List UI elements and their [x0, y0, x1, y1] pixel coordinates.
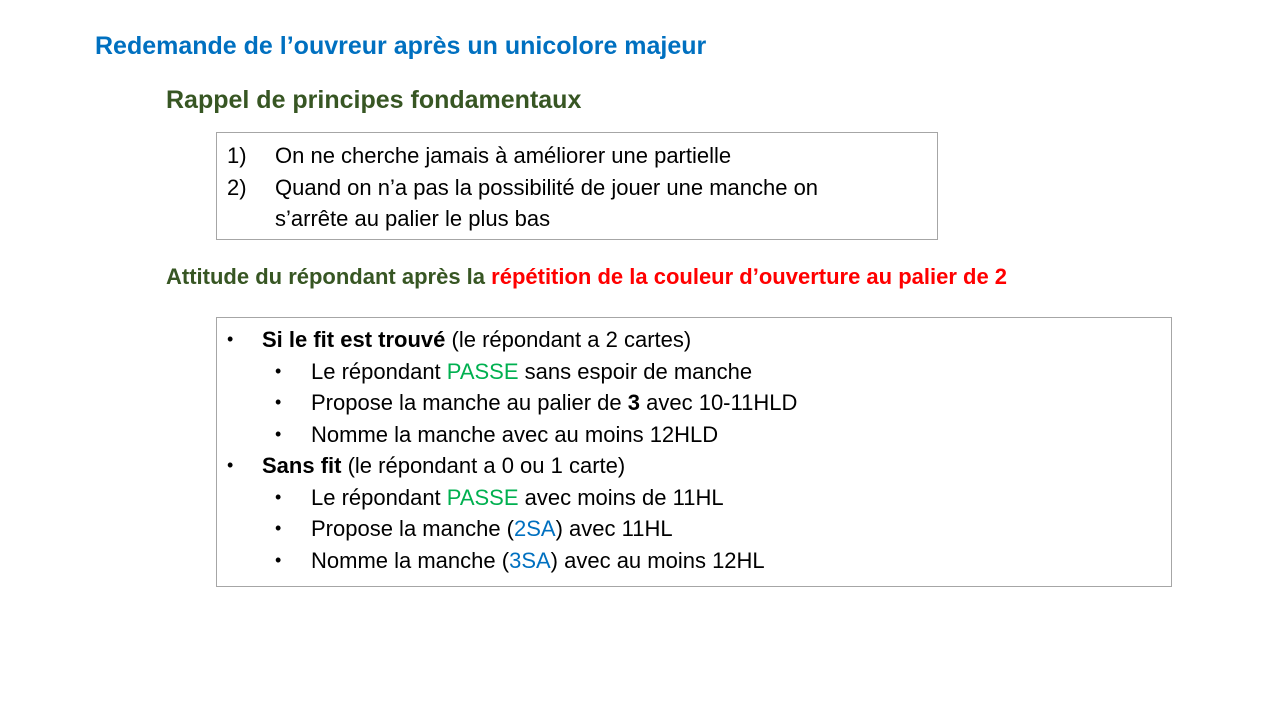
item-text: Propose la manche au palier de	[311, 390, 628, 415]
sa-highlight: 2SA	[514, 516, 556, 541]
slide-title: Redemande de l’ouvreur après un unicolore majeur	[95, 32, 707, 60]
nofit-label: Sans fit	[262, 453, 342, 478]
item-text: Le répondant	[311, 358, 447, 384]
principle-number: 1)	[227, 143, 247, 168]
item-text: ) avec au moins 12HL	[550, 547, 765, 573]
principles-box	[216, 132, 938, 240]
nofit-desc: (le répondant a 0 ou 1 carte)	[341, 453, 626, 478]
item-text: Propose la manche (	[311, 516, 514, 541]
level-bold: 3	[627, 390, 641, 415]
principle-text-line2: s’arrête au palier le plus bas	[275, 206, 551, 231]
bullet-icon: •	[227, 329, 234, 349]
item-text: avec moins de 11HL	[518, 484, 724, 510]
nofit-sub-item	[217, 545, 1171, 577]
item-text: Nomme la manche (	[311, 547, 510, 573]
bullet-icon: •	[275, 360, 282, 381]
fit-sub-item	[217, 356, 1171, 388]
nofit-sub-item	[217, 482, 1171, 514]
section-heading	[166, 264, 1007, 290]
bullet-icon: •	[275, 486, 282, 507]
item-text: avec 10-11HLD	[640, 390, 798, 415]
section-heading-part2: répétition de la couleur d’ouverture au palier de 2	[491, 264, 1008, 289]
item-text: Le répondant	[311, 484, 447, 510]
nofit-bullet	[217, 450, 1171, 482]
bullet-icon: •	[227, 455, 234, 475]
section-heading-part1: Attitude du répondant après la	[166, 264, 492, 289]
item-text: ) avec 11HL	[555, 516, 673, 541]
bullet-icon: •	[275, 518, 282, 538]
fit-bullet	[217, 324, 1171, 356]
fit-sub-item	[217, 387, 1171, 419]
principle-item	[217, 140, 937, 172]
sa-highlight: 3SA	[509, 547, 551, 573]
principle-text: On ne cherche jamais à améliorer une partielle	[275, 143, 732, 168]
passe-highlight: PASSE	[446, 358, 519, 384]
bullet-icon: •	[275, 392, 282, 412]
passe-highlight: PASSE	[446, 484, 519, 510]
item-text: Nomme la manche avec au moins 12HLD	[311, 421, 719, 447]
principle-item	[217, 172, 937, 235]
bullet-icon: •	[275, 549, 282, 570]
bullet-icon: •	[275, 423, 282, 444]
nofit-sub-item	[217, 513, 1171, 545]
responder-rules-box	[216, 317, 1172, 587]
principle-text-line1: Quand on n’a pas la possibilité de jouer une manche on	[275, 174, 819, 200]
fit-desc: (le répondant a 2 cartes)	[445, 327, 692, 352]
fit-label: Si le fit est trouvé	[262, 327, 446, 352]
item-text: sans espoir de manche	[518, 358, 753, 384]
fit-sub-item	[217, 419, 1171, 451]
principle-number: 2)	[227, 174, 247, 200]
slide-subtitle: Rappel de principes fondamentaux	[166, 86, 582, 114]
